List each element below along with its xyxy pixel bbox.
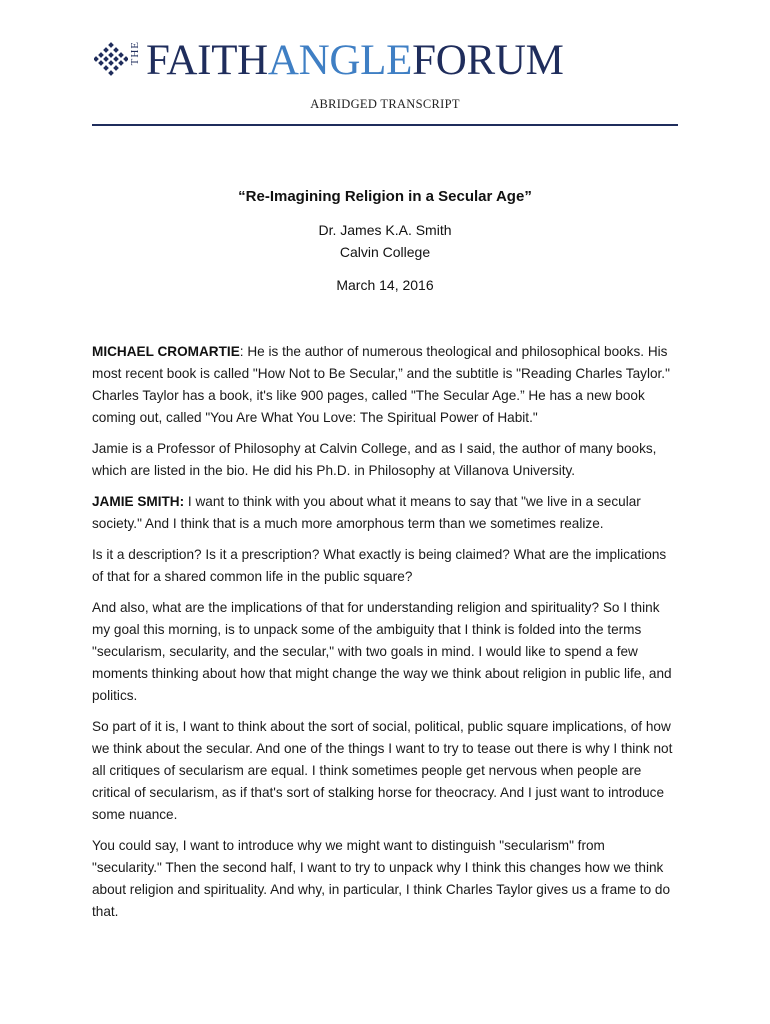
logo-word-forum: FORUM — [412, 37, 564, 84]
paragraph-text: : He is the author of numerous theological and philosophical books. His most recent book is called "How Not to Be Secular,” and the subtitle is "Reading Charles Taylor." Charles Taylor has a book, it's like 900 pages, called "The Secular Age.” He has a new book coming out, called "You Are What You Love: The Spiritual Power of Habit." — [92, 344, 670, 425]
speaker-affiliation: Calvin College — [339, 244, 431, 260]
header-divider — [92, 124, 678, 126]
logo-word-faith: FAITH — [146, 37, 268, 84]
paragraph: Is it a description? Is it a prescription? What exactly is being claimed? What are the implications of that for a shared common life in the public square? — [92, 547, 667, 584]
paragraph: And also, what are the implications of that for understanding religion and spirituality? So I think my goal this morning, is to unpack some of the ambiguity that I think is folded into the terms "secularism, secularity, and the secular," with two goals in mind. I would like to spend a few moments thinking about how that might change the way we think about religion in public life, and politics. — [92, 600, 672, 703]
paragraph-text: I want to think with you about what it means to say that "we live in a secular society." And I think that is a much more amorphous term than we sometimes realize. — [92, 494, 641, 531]
document-subtitle: ABRIDGED TRANSCRIPT — [310, 97, 460, 111]
speaker-label: MICHAEL CROMARTIE — [92, 344, 240, 359]
paragraph: You could say, I want to introduce why we might want to distinguish "secularism" from "secularity." Then the second half, I want to try to unpack why I think this changes how we think about religion and spirituality. And why, in particular, I think Charles Taylor gives us a frame to do that. — [92, 838, 671, 919]
paragraph: So part of it is, I want to think about the sort of social, political, public square implications, of how we think about the secular. And one of the things I want to try to tease out there is why I think not all critiques of secularism are equal. I think sometimes people get nervous when people are critical of secularism, as if that's sort of stalking horse for theocracy. And I just want to introduce some nuance. — [92, 719, 673, 822]
paragraph — [92, 491, 678, 535]
faith-angle-forum-logo — [92, 38, 682, 84]
logo-the — [130, 41, 142, 65]
speaker-name: Dr. James K.A. Smith — [318, 222, 452, 238]
logo-word-angle: ANGLE — [267, 37, 413, 84]
paragraph: Jamie is a Professor of Philosophy at Calvin College, and as I said, the author of many books, which are listed in the bio. He did his Ph.D. in Philosophy at Villanova University. — [92, 441, 657, 478]
talk-date: March 14, 2016 — [336, 277, 434, 293]
talk-title: “Re-Imagining Religion in a Secular Age” — [238, 188, 532, 205]
paragraph — [92, 341, 678, 429]
logo-the-text: THE — [129, 41, 141, 66]
speaker-label: JAMIE SMITH: — [92, 494, 185, 509]
diamond-grid-icon — [94, 42, 128, 76]
logo-wordmark — [146, 38, 564, 84]
transcript-body — [92, 341, 678, 932]
